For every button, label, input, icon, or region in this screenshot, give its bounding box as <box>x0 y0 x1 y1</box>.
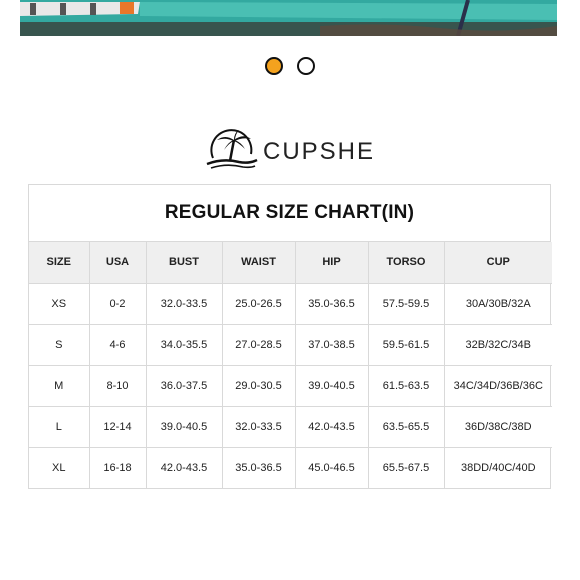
table-cell: 25.0-26.5 <box>222 283 295 324</box>
column-header: CUP <box>486 256 510 269</box>
table-cell: 12-14 <box>89 406 146 447</box>
table-cell: 59.5-61.5 <box>368 324 444 365</box>
table-row <box>29 447 552 488</box>
column-header: USA <box>89 242 146 283</box>
table-row <box>29 365 552 406</box>
table-cell: 39.0-40.5 <box>295 365 368 406</box>
table-cell: 32.0-33.5 <box>146 283 222 324</box>
column-header: HIP <box>295 242 368 283</box>
paddleboard-photo <box>20 0 557 36</box>
size-chart-title: REGULAR SIZE CHART(IN) <box>29 185 550 242</box>
table-row <box>29 324 552 365</box>
table-cell: 0-2 <box>89 283 146 324</box>
table-cell: L <box>29 406 89 447</box>
table-cell: 34.0-35.5 <box>146 324 222 365</box>
table-cell: 27.0-28.5 <box>222 324 295 365</box>
table-cell: 29.0-30.5 <box>222 365 295 406</box>
table-cell: 4-6 <box>89 324 146 365</box>
product-photo-banner[interactable] <box>20 0 557 36</box>
column-header: WAIST <box>222 242 295 283</box>
size-chart-table <box>29 242 552 488</box>
table-cell: 39.0-40.5 <box>146 406 222 447</box>
table-cell: 30A/30B/32A <box>465 297 531 310</box>
column-header: BUST <box>146 242 222 283</box>
table-cell: 16-18 <box>89 447 146 488</box>
table-cell: 57.5-59.5 <box>368 283 444 324</box>
carousel-indicators <box>0 57 580 79</box>
table-cell: 65.5-67.5 <box>368 447 444 488</box>
table-cell: S <box>29 324 89 365</box>
table-cell: M <box>29 365 89 406</box>
table-cell: 8-10 <box>89 365 146 406</box>
table-cell: 61.5-63.5 <box>368 365 444 406</box>
table-cell: 32B/32C/34B <box>465 338 531 351</box>
table-cell: 45.0-46.5 <box>295 447 368 488</box>
column-header: SIZE <box>29 242 89 283</box>
table-cell: 63.5-65.5 <box>368 406 444 447</box>
table-cell: XS <box>29 283 89 324</box>
brand-logo <box>0 128 580 172</box>
table-cell: XL <box>29 447 89 488</box>
brand-name: CUPSHE <box>262 138 376 165</box>
column-header: TORSO <box>368 242 444 283</box>
table-cell: 42.0-43.5 <box>146 447 222 488</box>
table-row <box>29 283 552 324</box>
table-cell: 42.0-43.5 <box>295 406 368 447</box>
palm-tree-island-icon <box>205 128 259 172</box>
table-cell: 37.0-38.5 <box>295 324 368 365</box>
table-cell: 32.0-33.5 <box>222 406 295 447</box>
table-row <box>29 406 552 447</box>
table-cell: 34C/34D/36B/36C <box>453 379 543 392</box>
table-header-row <box>29 242 552 283</box>
size-chart <box>28 184 551 489</box>
carousel-dot-2[interactable] <box>297 57 315 75</box>
table-cell: 36.0-37.5 <box>146 365 222 406</box>
table-cell: 35.0-36.5 <box>222 447 295 488</box>
table-cell: 35.0-36.5 <box>295 283 368 324</box>
table-cell: 38DD/40C/40D <box>460 461 536 474</box>
table-cell: 36D/38C/38D <box>464 420 532 433</box>
carousel-dot-1[interactable] <box>265 57 283 75</box>
